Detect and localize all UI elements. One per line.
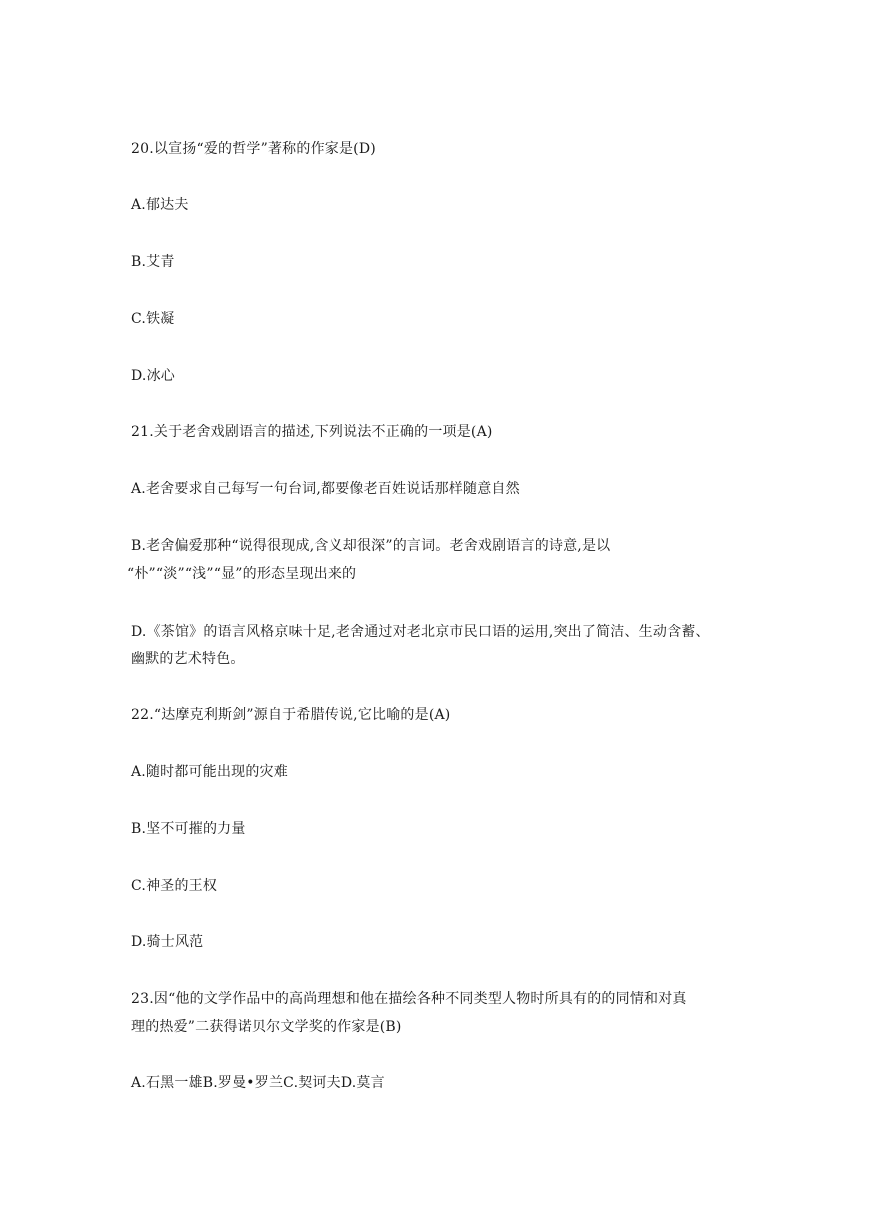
question-21-option-b-cont: “朴”“淡”“浅”“显”的形态呈现出来的: [127, 566, 357, 582]
question-21-option-b: B.老舍偏爱那种“说得很现成,含义却很深”的言词。老舍戏剧语言的诗意,是以: [131, 538, 611, 554]
question-21-stem: 21.关于老舍戏剧语言的描述,下列说法不正确的一项是(A): [131, 424, 493, 440]
question-22-option-d: D.骑士风范: [131, 934, 204, 950]
question-23-options: A.石黑一雄B.罗曼•罗兰C.契诃夫D.莫言: [131, 1075, 385, 1091]
question-20-stem: 20.以宣扬“爱的哲学”著称的作家是(D): [131, 141, 376, 157]
question-22-option-b: B.坚不可摧的力量: [131, 821, 246, 837]
question-21-option-d-cont: 幽默的艺术特色。: [131, 651, 245, 667]
question-21-option-a: A.老舍要求自己每写一句台词,都要像老百姓说话那样随意自然: [131, 481, 520, 497]
question-20-option-b: B.艾青: [131, 254, 175, 270]
question-23-stem: 23.因“他的文学作品中的高尚理想和他在描绘各种不同类型人物时所具有的的同情和对真: [131, 991, 687, 1007]
question-22-option-a: A.随时都可能出现的灾难: [131, 764, 288, 780]
question-23-stem-cont: 理的热爱”二获得诺贝尔文学奖的作家是(B): [131, 1019, 402, 1035]
question-20-option-a: A.郁达夫: [131, 197, 189, 213]
question-22-stem: 22.“达摩克利斯剑”源自于希腊传说,它比喻的是(A): [131, 707, 451, 723]
question-21-option-d: D.《茶馆》的语言风格京味十足,老舍通过对老北京市民口语的运用,突出了简洁、生动含蓄、: [131, 624, 710, 640]
question-20-option-d: D.冰心: [131, 368, 175, 384]
question-22-option-c: C.神圣的王权: [131, 878, 218, 894]
question-20-option-c: C.铁凝: [131, 311, 175, 327]
